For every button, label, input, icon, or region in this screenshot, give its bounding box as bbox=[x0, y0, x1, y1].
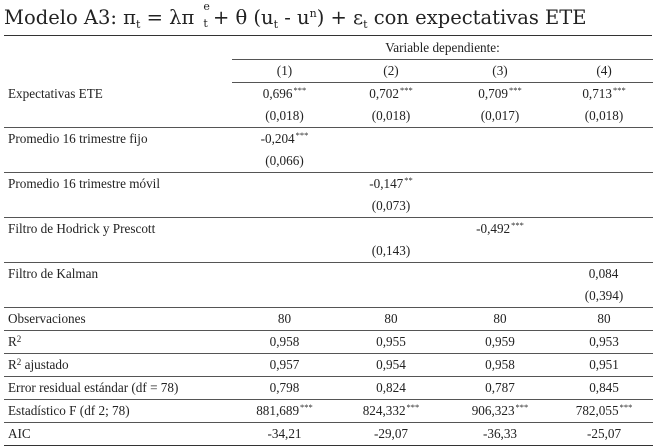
table-row bbox=[4, 331, 653, 354]
table-row bbox=[4, 173, 653, 196]
stat-cell: 0,953 bbox=[555, 331, 653, 354]
title-natural-rate: - u bbox=[284, 6, 310, 29]
stat-cell: 0,957 bbox=[232, 354, 337, 377]
coef-cell: -0,204*** bbox=[260, 130, 309, 146]
row-label: Promedio 16 trimestre fijo bbox=[8, 131, 148, 146]
table-row bbox=[4, 195, 653, 218]
se-cell: (0,394) bbox=[555, 285, 653, 308]
stat-cell: 881,689*** bbox=[232, 400, 337, 423]
coef-cell: 0,084 bbox=[588, 266, 619, 281]
table-row bbox=[4, 263, 653, 286]
title-pi: π bbox=[123, 6, 136, 29]
column-header: (2) bbox=[337, 60, 445, 83]
row-label: Observaciones bbox=[4, 308, 232, 331]
coef-cell: 0,709*** bbox=[478, 85, 522, 101]
table-row bbox=[4, 240, 653, 263]
title-error-term: ) + ε bbox=[316, 6, 364, 29]
table-row bbox=[4, 285, 653, 308]
stat-cell: -36,33 bbox=[445, 423, 555, 446]
table-row bbox=[4, 218, 653, 241]
regression-table bbox=[4, 37, 653, 446]
stat-cell: 0,958 bbox=[445, 354, 555, 377]
row-label: Filtro de Kalman bbox=[8, 266, 99, 281]
column-header: (1) bbox=[232, 60, 337, 83]
title-lambda-term: = λπ bbox=[146, 6, 195, 29]
coef-cell: -0,147** bbox=[369, 175, 413, 191]
coef-cell: 0,696*** bbox=[262, 85, 307, 101]
row-label: Expectativas ETE bbox=[8, 85, 103, 101]
stat-cell: 782,055*** bbox=[555, 400, 653, 423]
coef-cell: 0,702*** bbox=[369, 85, 413, 101]
table-row bbox=[4, 128, 653, 151]
title-theta-term: + θ (u bbox=[212, 6, 274, 29]
stat-cell: 0,787 bbox=[445, 377, 555, 400]
header-dependent-row bbox=[4, 37, 653, 60]
stat-cell: 0,954 bbox=[337, 354, 445, 377]
coef-cell: -0,492*** bbox=[476, 220, 524, 236]
table-row bbox=[4, 83, 653, 106]
title-model-label: Modelo A3: bbox=[4, 6, 117, 29]
row-label: AIC bbox=[4, 423, 232, 446]
se-cell: (0,018) bbox=[232, 105, 337, 128]
row-label: Estadístico F (df 2; 78) bbox=[4, 400, 232, 423]
stat-cell: -25,07 bbox=[555, 423, 653, 446]
se-cell: (0,073) bbox=[337, 195, 445, 218]
stat-cell: 0,958 bbox=[232, 331, 337, 354]
stat-cell: -29,07 bbox=[337, 423, 445, 446]
table-row bbox=[4, 308, 653, 331]
stat-cell: 0,798 bbox=[232, 377, 337, 400]
stat-cell: 906,323*** bbox=[445, 400, 555, 423]
stat-cell: 0,824 bbox=[337, 377, 445, 400]
se-cell: (0,066) bbox=[232, 150, 337, 173]
stat-cell: 0,955 bbox=[337, 331, 445, 354]
se-cell: (0,018) bbox=[555, 105, 653, 128]
stat-cell: 0,959 bbox=[445, 331, 555, 354]
stat-cell: 0,845 bbox=[555, 377, 653, 400]
header-columns-row bbox=[4, 60, 653, 83]
title-tail: con expectativas ETE bbox=[373, 6, 587, 29]
stat-cell: 80 bbox=[555, 308, 653, 331]
table-row bbox=[4, 150, 653, 173]
se-cell: (0,143) bbox=[337, 240, 445, 263]
row-label: $R^2$ bbox=[4, 331, 232, 354]
stat-cell: 80 bbox=[337, 308, 445, 331]
dependent-variable-label: Variable dependiente: bbox=[232, 37, 653, 60]
table-title: Modelo A3: $\pi_t = \lambda\pi$ e t + θ $(u_t - u^n) + \varepsilon_t$ con expectativas ETE bbox=[4, 6, 652, 30]
stat-cell: 80 bbox=[232, 308, 337, 331]
table-row bbox=[4, 354, 653, 377]
table-row bbox=[4, 377, 653, 400]
stat-cell: 0,951 bbox=[555, 354, 653, 377]
row-label: $R^2$ ajustado bbox=[4, 354, 232, 377]
stat-cell: 80 bbox=[445, 308, 555, 331]
stat-cell: 824,332*** bbox=[337, 400, 445, 423]
row-label: Error residual estándar (df = 78) bbox=[4, 377, 232, 400]
coef-cell: 0,713*** bbox=[582, 85, 626, 101]
table-row bbox=[4, 423, 653, 446]
row-label: Filtro de Hodrick y Prescott bbox=[8, 221, 156, 236]
column-header: (3) bbox=[445, 60, 555, 83]
top-rule bbox=[4, 35, 652, 36]
se-cell: (0,017) bbox=[445, 105, 555, 128]
row-label: Promedio 16 trimestre móvil bbox=[8, 176, 161, 191]
table-row bbox=[4, 400, 653, 423]
stat-cell: -34,21 bbox=[232, 423, 337, 446]
se-cell: (0,018) bbox=[337, 105, 445, 128]
table-row bbox=[4, 105, 653, 128]
column-header: (4) bbox=[555, 60, 653, 83]
